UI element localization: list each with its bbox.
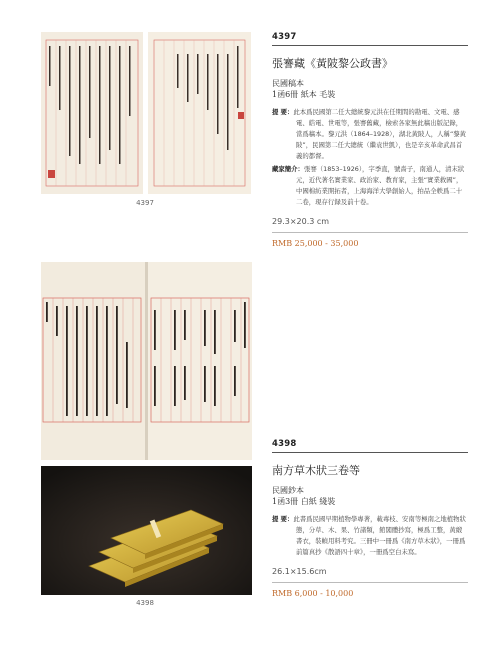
lot-collector — [272, 164, 468, 208]
divider — [272, 452, 468, 453]
image-caption-4398: 4398 — [136, 599, 154, 607]
lot-estimate: RMB 25,000 - 35,000 — [272, 239, 359, 248]
lot-number: 4397 — [272, 32, 297, 42]
lot-4398 — [272, 439, 468, 598]
lot-details — [272, 78, 468, 100]
lot-dimensions: 26.1×15.6cm — [272, 567, 327, 576]
note-label: 提 要： — [272, 108, 294, 116]
image-caption-4397: 4397 — [136, 199, 154, 207]
lot-4397 — [272, 32, 468, 248]
collector-text: 張謇（1853–1926），字季直，號嗇子，南通人，清末狀元，近代著名實業家、政治家、教育家，主張“實業救國”，中國棉紡業開拓者，上海海洋大學創始人，拍品全帙爲二十二卷，現存行録及前十卷。 — [296, 165, 465, 206]
lot-note — [272, 107, 468, 162]
lot-title: 南方草木狀三卷等 — [272, 464, 360, 477]
lot-number: 4398 — [272, 439, 297, 449]
note-text: 此書爲民國早期植物學專著，載毒枝、安南等極南之地植物狀態，分草、木、果、竹諸類，館閣體抄寫，極爲工整，黃緞書衣，裝幀用料考究。三冊中一冊爲《南方草木狀》，一冊爲前篇真抄《散語四十章》，一冊爲空白未寫。 — [293, 515, 466, 556]
lot-edition: 民國稿本 — [272, 79, 304, 88]
divider — [272, 45, 468, 46]
lot-details — [272, 485, 468, 507]
silk-bound-volumes-image — [41, 466, 252, 595]
lot-dimensions: 29.3×20.3 cm — [272, 217, 330, 226]
manuscript-page-image-left — [41, 32, 143, 194]
lot-title: 張謇藏《黃陂黎公政書》 — [272, 57, 393, 70]
open-book-image — [41, 262, 252, 460]
lot-note — [272, 514, 468, 558]
collector-label: 藏家簡介： — [272, 165, 304, 173]
lot-estimate: RMB 6,000 - 10,000 — [272, 589, 354, 598]
lot-edition: 民國鈔本 — [272, 486, 304, 495]
note-label: 提 要： — [272, 515, 294, 523]
lot-binding: 1函3冊 白紙 綫裝 — [272, 497, 336, 506]
lot-binding: 1函6冊 紙本 毛裝 — [272, 90, 336, 99]
manuscript-page-image-right — [148, 32, 251, 194]
note-text: 此本爲民國第二任大總統黎元洪在任期間的勘電、文電、感電、皓電、世電等，張謇舊藏，檢索各家無此稿出版記錄，當爲稿本。黎元洪（1864–1928），湖北黃陂人，人稱“黎黃陂”，民國第二任大總統（繼袁世凱），也是辛亥革命武昌首義的都督。 — [293, 108, 467, 160]
divider — [272, 582, 468, 583]
divider — [272, 232, 468, 233]
